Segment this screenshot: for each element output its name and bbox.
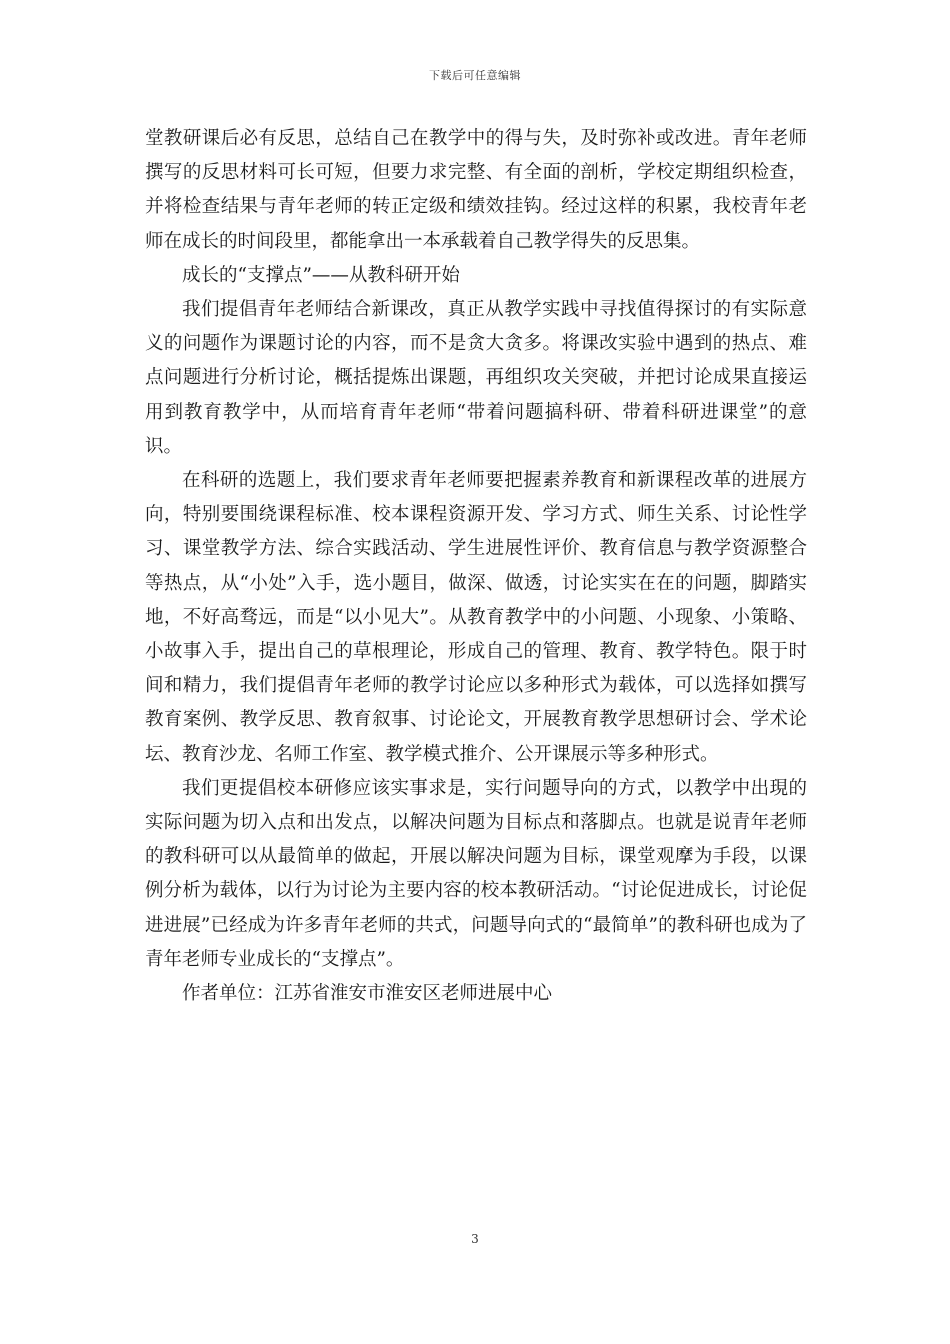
section-heading-support-point: 成长的“支撑点”——从教科研开始 [182,264,460,286]
paragraph-topic-selection: 在科研的选题上，我们要求青年老师要把握素养教育和新课程改革的进展方向，特别要围绕课程标准、校本课程资源开发、学习方式、师生关系、讨论性学习、课堂教学方法、综合实践活动、学生进展性评价、教育信息与教学资源整合等热点，从“小处”入手，选小题目，做深、做透，讨论实实在在的问题，脚踏实地，不好高骛远，而是“以小见大”。从教育教学中的小问题、小现象、小策略、小故事入手，提出自己的草根理论，形成自己的管理、教育、教学特色。限于时间和精力，我们提倡青年老师的教学讨论应以多种形式为载体，可以选择如撰写教育案例、教学反思、教育叙事、讨论论文，开展教育教学思想研讨会、学术论坛、教育沙龙、名师工作室、教学模式推介、公开课展示等多种形式。 [145,470,807,765]
paragraph-school-based-research: 我们更提倡校本研修应该实事求是，实行问题导向的方式，以教学中出現的实际问题为切入点和出发点，以解决问题为目标点和落脚点。也就是说青年老师的教科研可以从最简单的做起，开展以解决问题为目标，课堂观摩为手段，以课例分析为载体，以行为讨论为主要内容的校本教研活动。“讨论促进成长，讨论促进进展”已经成为许多青年老师的共式，问题导向式的“最简单”的教科研也成为了青年老师专业成长的“支撑点”。 [145,777,807,970]
document-body [145,122,807,1011]
page-header: 下载后可任意编辑 [429,69,521,82]
paragraph-continued-reflection: 堂教研课后必有反思，总结自己在教学中的得与失，及时弥补或改进。青年老师撰写的反思材料可长可短，但要力求完整、有全面的剖析，学校定期组织检查，并将检查结果与青年老师的转正定级和绩效挂钩。经过这样的积累，我校青年老师在成长的时间段里，都能拿出一本承载着自己教学得失的反思集。 [145,128,807,252]
paragraph-research-topics: 我们提倡青年老师结合新课改，真正从教学实践中寻找值得探讨的有实际意义的问题作为课题讨论的内容，而不是贪大贪多。将课改实验中遇到的热点、难点问题进行分析讨论，概括提炼出课题，再组织攻关突破，并把讨论成果直接运用到教育教学中，从而培育青年老师“带着问题搞科研、带着科研进课堂”的意识。 [145,299,807,457]
author-affiliation: 作者单位：江苏省淮安市淮安区老师进展中心 [182,983,553,1005]
page-number: 3 [471,1232,479,1246]
